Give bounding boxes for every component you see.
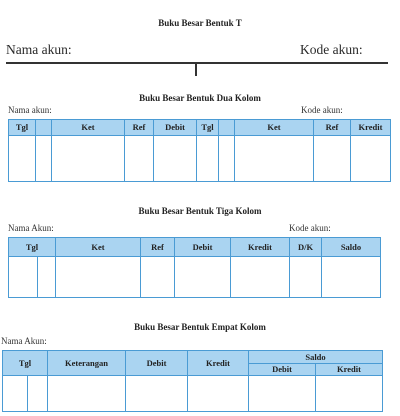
- header-saldo-kredit: Kredit: [316, 364, 383, 376]
- header-blank-right: [219, 120, 235, 136]
- table-cell[interactable]: [9, 136, 36, 182]
- table-cell[interactable]: [126, 376, 188, 412]
- table-cell[interactable]: [188, 376, 249, 412]
- table-cell[interactable]: [316, 376, 383, 412]
- header-debit: Debit: [175, 238, 231, 257]
- t-account-vertical-line: [195, 62, 197, 76]
- table-row: [9, 136, 391, 182]
- header-tgl: Tgl: [9, 120, 36, 136]
- header-kredit: Kredit: [231, 238, 290, 257]
- table-cell[interactable]: [9, 257, 38, 298]
- table-cell[interactable]: [38, 257, 56, 298]
- four-column-ledger-table: [2, 350, 383, 412]
- table-cell[interactable]: [351, 136, 391, 182]
- table-row: [3, 376, 383, 412]
- three-column-title: Buku Besar Bentuk Tiga Kolom: [138, 206, 262, 216]
- table-cell[interactable]: [231, 257, 290, 298]
- header-blank: [36, 120, 52, 136]
- header-tgl-right: Tgl: [197, 120, 219, 136]
- two-column-title: Buku Besar Bentuk Dua Kolom: [139, 93, 261, 103]
- header-tgl: Tgl: [3, 351, 48, 376]
- t-account-name-label: Nama akun:: [6, 42, 72, 57]
- header-ref: Ref: [141, 238, 175, 257]
- four-column-name-label: Nama Akun:: [1, 336, 47, 346]
- header-ref: Ref: [125, 120, 154, 136]
- table-cell[interactable]: [48, 376, 126, 412]
- three-column-ledger-table: [8, 237, 381, 298]
- t-account-title: Buku Besar Bentuk T: [158, 18, 242, 28]
- table-cell[interactable]: [28, 376, 48, 412]
- four-column-title: Buku Besar Bentuk Empat Kolom: [134, 322, 266, 332]
- header-keterangan: Keterangan: [48, 351, 126, 376]
- table-cell[interactable]: [36, 136, 52, 182]
- three-column-code-label: Kode akun:: [289, 223, 331, 233]
- table-cell[interactable]: [56, 257, 141, 298]
- header-debit: Debit: [154, 120, 197, 136]
- header-ket: Ket: [52, 120, 125, 136]
- header-debit: Debit: [126, 351, 188, 376]
- header-dk: D/K: [290, 238, 322, 257]
- table-cell[interactable]: [219, 136, 235, 182]
- table-cell[interactable]: [3, 376, 28, 412]
- table-cell[interactable]: [314, 136, 351, 182]
- header-kredit: Kredit: [351, 120, 391, 136]
- header-saldo-debit: Debit: [249, 364, 316, 376]
- header-ket: Ket: [56, 238, 141, 257]
- table-cell[interactable]: [290, 257, 322, 298]
- header-saldo: Saldo: [322, 238, 381, 257]
- two-column-ledger-table: [8, 119, 391, 182]
- table-cell[interactable]: [235, 136, 314, 182]
- header-tgl: Tgl: [9, 238, 56, 257]
- two-column-code-label: Kode akun:: [301, 105, 343, 115]
- table-cell[interactable]: [141, 257, 175, 298]
- table-cell[interactable]: [249, 376, 316, 412]
- header-ket-right: Ket: [235, 120, 314, 136]
- table-row: [9, 257, 381, 298]
- table-cell[interactable]: [197, 136, 219, 182]
- table-cell[interactable]: [175, 257, 231, 298]
- table-cell[interactable]: [322, 257, 381, 298]
- table-cell[interactable]: [52, 136, 125, 182]
- table-cell[interactable]: [125, 136, 154, 182]
- t-account-horizontal-line: [6, 62, 388, 64]
- two-column-name-label: Nama akun:: [8, 105, 52, 115]
- header-kredit: Kredit: [188, 351, 249, 376]
- header-ref-right: Ref: [314, 120, 351, 136]
- three-column-name-label: Nama Akun:: [8, 223, 54, 233]
- t-account-code-label: Kode akun:: [300, 42, 363, 57]
- header-saldo: Saldo: [249, 351, 383, 364]
- table-cell[interactable]: [154, 136, 197, 182]
